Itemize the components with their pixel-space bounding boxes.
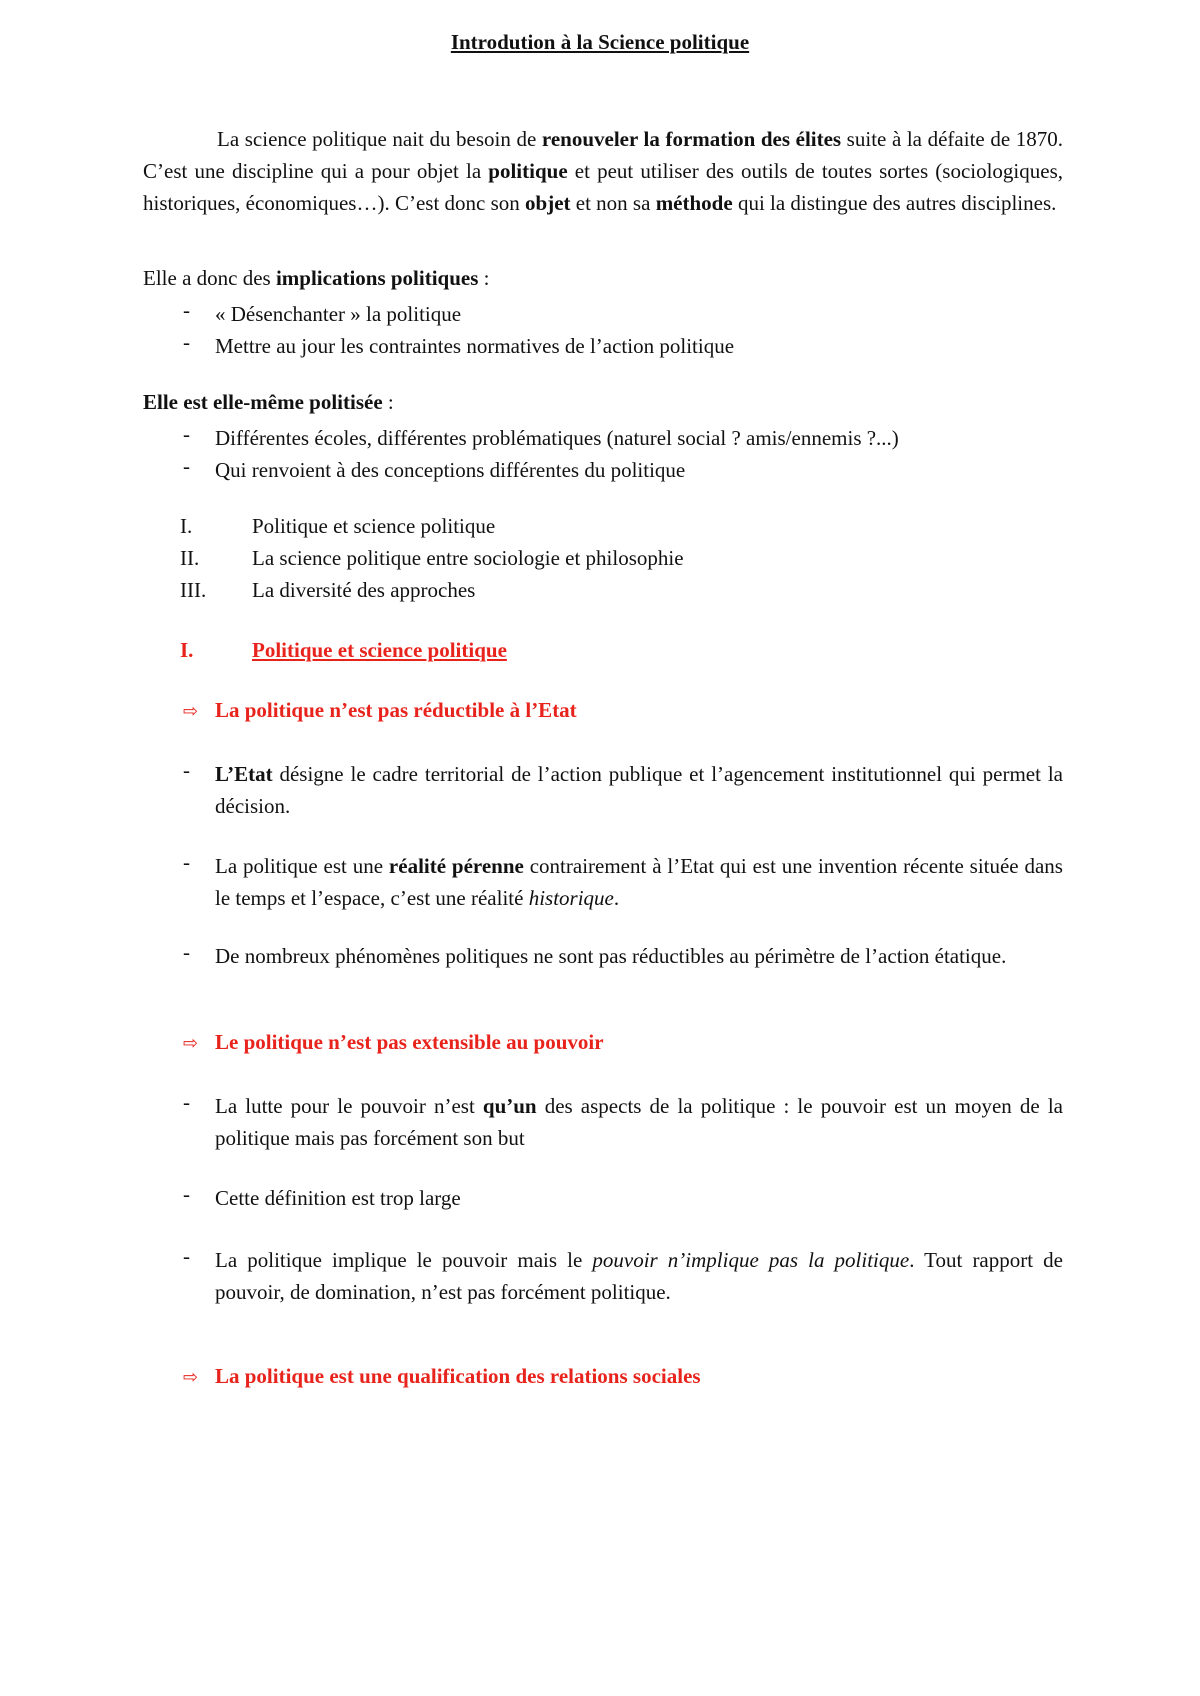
dash-bullet: - xyxy=(183,940,190,964)
dash-bullet: - xyxy=(183,298,190,322)
dash-bullet: - xyxy=(183,850,190,874)
arrow-icon: ⇨ xyxy=(183,1367,199,1388)
dash-bullet: - xyxy=(183,330,190,354)
implications-lead: Elle a donc des implications politiques : xyxy=(143,266,490,290)
dash-bullet: - xyxy=(183,1182,190,1206)
section-heading: I. Politique et science politique xyxy=(180,638,507,662)
dash-bullet: - xyxy=(183,1090,190,1114)
dash-bullet: - xyxy=(183,1244,190,1268)
subheading-b: ⇨ Le politique n’est pas extensible au pouvoir xyxy=(183,1030,604,1054)
arrow-icon: ⇨ xyxy=(183,701,199,722)
intro-paragraph: La science politique nait du besoin de renouveler la formation des élites suite à la défaite de 1870. C’est une discipline qui a pour objet la politique et peut utiliser des outils de toutes sortes (sociologiques, historiques, économiques…). C’est donc son objet et non sa méthode qui la distingue des autres disciplines. xyxy=(143,127,1064,215)
dash-bullet: - xyxy=(183,758,190,782)
outline-item: I. Politique et science politique xyxy=(180,514,496,538)
dash-bullet: - xyxy=(183,454,190,478)
subheading-a: ⇨ La politique n’est pas réductible à l’Etat xyxy=(183,698,577,722)
subheading-c: ⇨ La politique est une qualification des relations sociales xyxy=(183,1364,701,1388)
document-page: Introdution à la Science politique La science politique nait du besoin de renouveler la formation des élites suite à la défaite de 1870. C’est une discipline qui a pour objet la politique et peut utiliser des outils de toutes sortes (sociologiques, historiques, économiques…). C’est donc son objet et non sa méthode qui la distingue des autres disciplines. Elle a donc des implications politiques : - « Désenchanter » la politique - Mettre au jour les contraintes normatives de l’action politique Elle est elle-même politisée : - Différentes écoles, différentes problématiques (naturel social ? amis/ennemis ?...) - Qui renvoient à des conceptions différentes du politique I. Politique et science politique II. La science politique entre sociologie et philosophie III. La diversité des approches I. Politique et science politique ⇨ La politique n’est pas réductible à l’Etat - L’Etat désigne le cadre territorial de l’action publique et l’agencement institutionnel qui permet la décision. - La politique est une réalité pérenne contrairement à l’Etat qui est une invention récente située dans le temps et l’espace, c’est une réalité historique. - De nombreux phénomènes politiques ne sont pas réductibles au périmètre de l’action étatique. ⇨ Le politique n’est pas extensible au pouvoir - La lutte pour le pouvoir n’est qu’un des aspects de la politique : le pouvoir est un moyen de la politique mais pas forcément son but - Cette définition est trop large - La politique implique le pouvoir mais le pouvoir n’implique pas la politique. Tout rapport de pouvoir, de domination, n’est pas forcément politique. ⇨ La politique est une qualification des relations sociales xyxy=(0,0,1200,1696)
arrow-icon: ⇨ xyxy=(183,1033,199,1054)
politisee-lead: Elle est elle-même politisée : xyxy=(143,390,394,414)
outline-item: II. La science politique entre sociologie et philosophie xyxy=(180,546,684,570)
dash-bullet: - xyxy=(183,422,190,446)
outline-item: III. La diversité des approches xyxy=(180,578,476,602)
document-title: Introdution à la Science politique xyxy=(450,30,750,54)
